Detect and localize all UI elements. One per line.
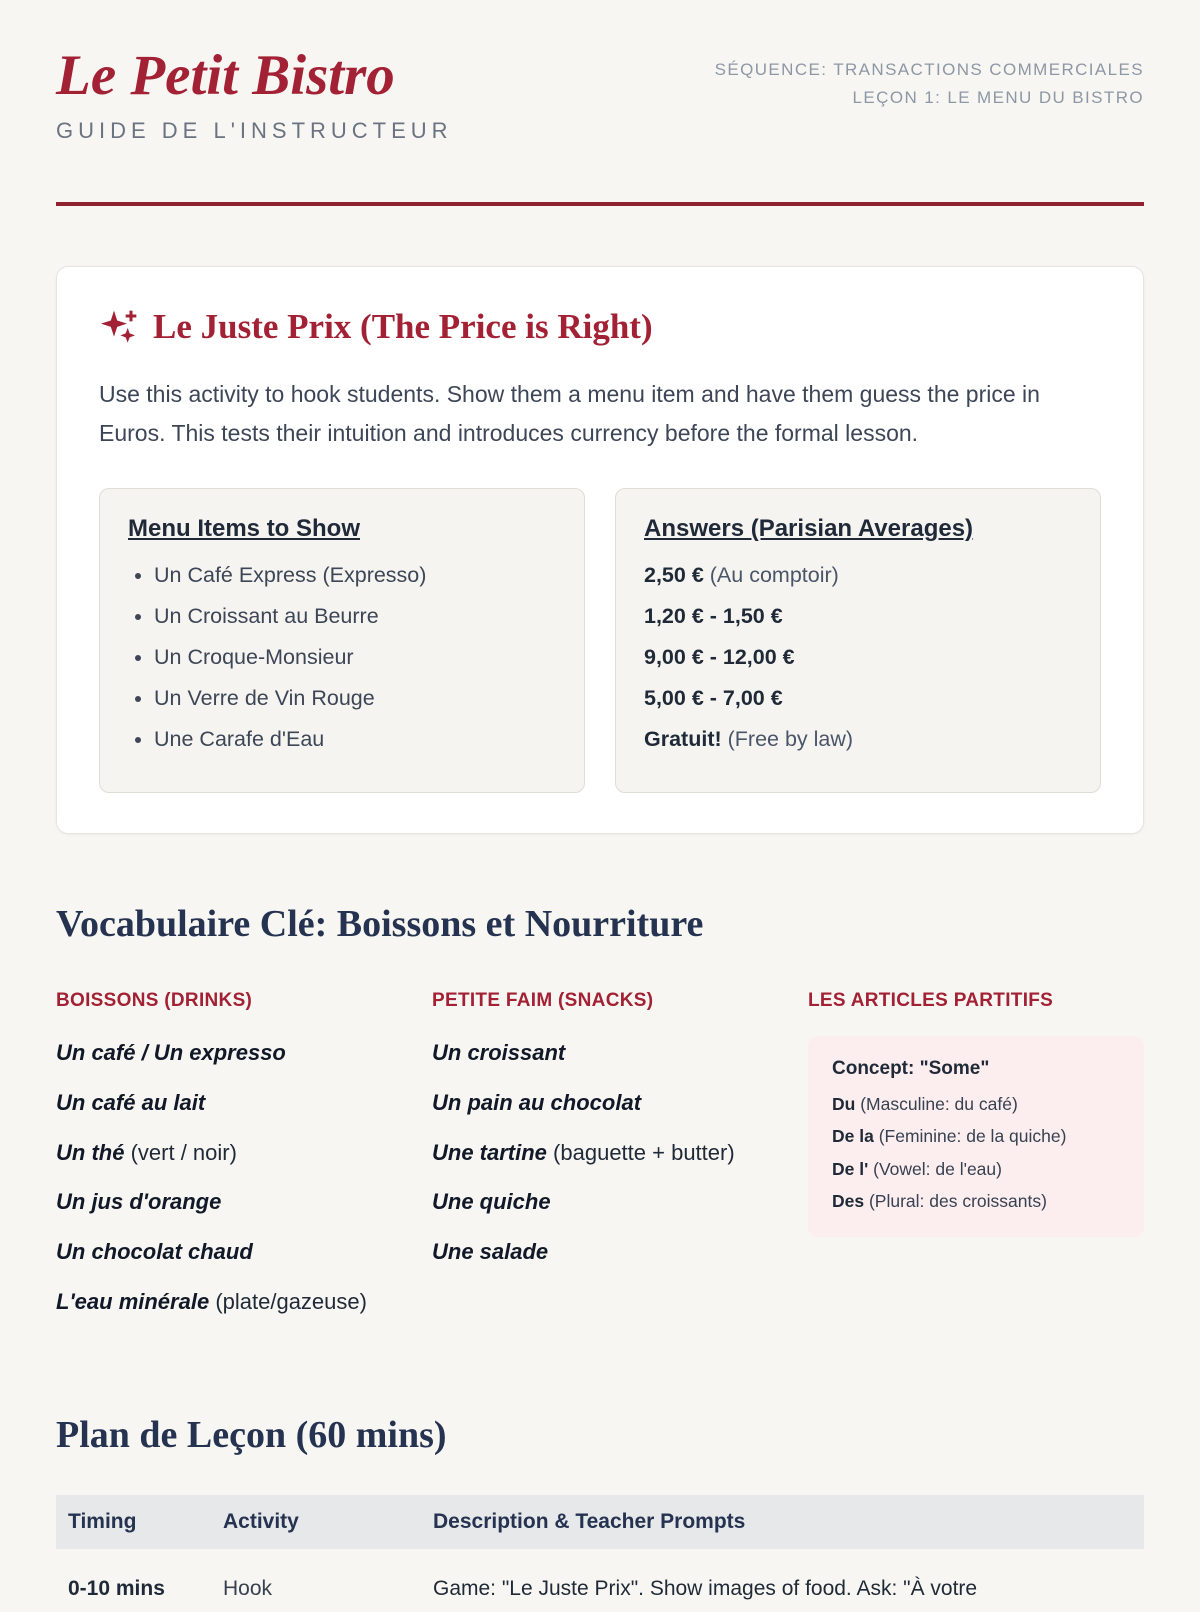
answer-value: Gratuit! [644,727,722,751]
table-row [56,1549,1144,1612]
drinks-heading: BOISSONS (DRINKS) [56,990,253,1012]
vocab-item [56,1287,392,1318]
lesson-label: LEÇON 1: LE MENU DU BISTRO [852,88,1144,108]
vocab-term: L'eau minérale [56,1289,210,1314]
snacks-heading: PETITE FAIM (SNACKS) [432,990,654,1012]
vocab-item [56,1038,392,1069]
timing-cell: 0-10 mins [68,1576,165,1600]
drinks-column [56,990,392,1337]
partitif-rule [832,1157,1120,1182]
partitif-term: Des [832,1191,865,1212]
activity-intro: Use this activity to hook students. Show them a menu item and have them guess the price in Euros. This tests their intuition and introduces currency before the formal lesson. [99,380,1040,447]
vocab-term: Un jus d'orange [56,1189,222,1215]
answer-line [644,643,1072,672]
lesson-plan-table [56,1495,1144,1612]
vocab-term: Une quiche [432,1189,551,1215]
partitifs-column [808,990,1144,1337]
answer-line [644,602,1072,631]
vocab-term: Un café / Un expresso [56,1040,286,1066]
menu-item: • Une Carafe d'Eau [154,725,556,754]
partitif-rule [832,1092,1120,1117]
answers-title: Answers (Parisian Averages) [644,514,974,542]
lesson-plan-section [56,1413,1144,1612]
menu-items-box [99,488,585,793]
answer-line [644,561,1072,590]
partitif-rule [832,1189,1120,1214]
vocab-term: Un croissant [432,1040,566,1066]
vocab-title: Vocabulaire Clé: Boissons et Nourriture [56,903,704,946]
vocab-term: Une salade [432,1239,549,1265]
vocab-item [56,1237,392,1268]
vocab-item [432,1237,768,1268]
partitifs-box [808,1036,1144,1237]
answers-list [644,561,1072,754]
partitif-note: (Vowel: de l'eau) [873,1158,1002,1179]
answer-line [644,725,1072,754]
vocab-item [56,1187,392,1218]
menu-item: • Un Croque-Monsieur [154,643,556,672]
description-cell: Game: "Le Juste Prix". Show images of food. Ask: "À votre [433,1576,978,1600]
partitif-note: (Masculine: du café) [860,1094,1018,1115]
answer-note: (Au comptoir) [709,562,839,587]
header-meta [715,46,1144,112]
answers-box [615,488,1101,793]
answer-value: 1,20 € - 1,50 € [644,603,783,628]
vocab-item [432,1138,768,1169]
activity-card [56,266,1144,834]
menu-items-title: Menu Items to Show [128,514,361,542]
header-divider [56,202,1144,206]
vocab-term: Un thé [56,1139,125,1165]
answer-line [644,684,1072,713]
partitif-term: De la [832,1126,874,1147]
menu-item: • Un Café Express (Expresso) [154,561,556,590]
vocab-item [432,1038,768,1069]
partitif-concept: Concept: "Some" [832,1058,990,1080]
sparkles-icon [99,307,139,347]
partitif-note: (Plural: des croissants) [868,1191,1047,1212]
partitif-term: De l' [832,1158,869,1179]
menu-items-list [128,561,556,754]
table-header-timing: Timing [56,1495,211,1549]
vocab-note: (vert / noir) [130,1139,237,1165]
header [56,0,1144,206]
partitif-term: Du [832,1094,856,1115]
partitif-note: (Feminine: de la quiche) [878,1126,1067,1147]
answer-value: 9,00 € - 12,00 € [644,644,795,669]
vocab-section [56,902,1144,1337]
menu-item: • Un Verre de Vin Rouge [154,684,556,713]
lesson-plan-title: Plan de Leçon (60 mins) [56,1413,447,1456]
table-header-activity: Activity [211,1495,421,1549]
answer-value: 2,50 € [644,562,704,587]
vocab-item [56,1088,392,1119]
partitifs-heading: LES ARTICLES PARTITIFS [808,990,1054,1012]
vocab-term: Un café au lait [56,1089,206,1115]
drinks-list [56,1038,392,1318]
vocab-item [56,1138,392,1169]
vocab-item [432,1187,768,1218]
vocab-note: (plate/gazeuse) [215,1289,367,1314]
sequence-label: SÉQUENCE: TRANSACTIONS COMMERCIALES [714,60,1144,79]
vocab-term: Un pain au chocolat [432,1089,642,1115]
answer-note: (Free by law) [727,727,854,751]
table-header-description: Description & Teacher Prompts [421,1495,1144,1549]
brand-block [56,46,453,144]
vocab-item [432,1088,768,1119]
activity-title: Le Juste Prix (The Price is Right) [153,306,653,346]
page-title: Le Petit Bistro [56,44,395,107]
partitif-rule [832,1124,1120,1149]
vocab-term: Un chocolat chaud [56,1239,253,1265]
snacks-list [432,1038,768,1268]
page-subtitle: GUIDE DE L'INSTRUCTEUR [56,117,453,143]
vocab-note: (baguette + butter) [553,1139,735,1165]
table-header-row [56,1495,1144,1549]
menu-item: • Un Croissant au Beurre [154,602,556,631]
activity-cell: Hook [223,1576,273,1600]
snacks-column [432,990,768,1337]
answer-value: 5,00 € - 7,00 € [644,685,783,710]
vocab-term: Une tartine [432,1139,547,1165]
